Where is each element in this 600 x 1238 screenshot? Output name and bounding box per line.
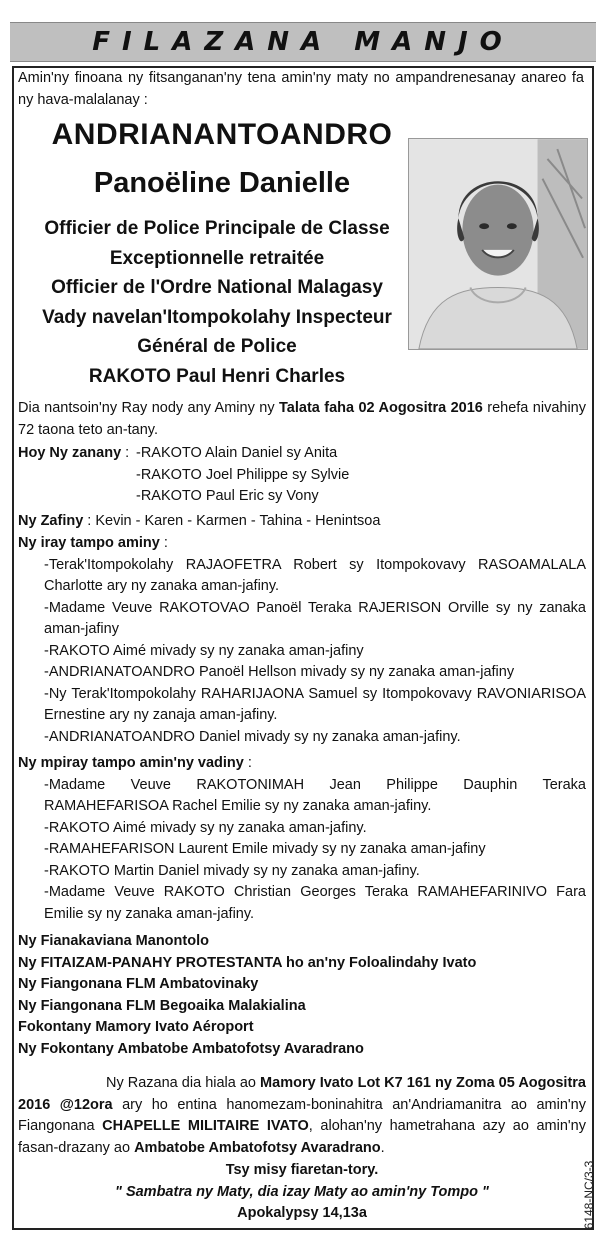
list-item: Ny Fiangonana FLM Begoaika Malakialina (18, 997, 306, 1014)
funeral-place-date: Mamory Ivato Lot K7 161 ny Zoma 05 Aogositra 2016 @12ora (18, 1075, 586, 1113)
deceased-given-names: Panoëline Danielle (93, 167, 351, 199)
list-item: -Ny Terak'Itompokolahy RAHARIJAONA Samuel sy Itompokovavy RAVONIARISOA Ernestine ary ny zanaja aman-jafiny. (44, 685, 586, 723)
death-date: Talata faha 02 Aogositra 2016 (279, 400, 483, 416)
title-line: RAKOTO Paul Henri Charles (88, 365, 346, 387)
closing-line: Tsy misy fiaretan-tory. (225, 1162, 379, 1178)
list-item: -Madame Veuve RAKOTONIMAH Jean Philippe Dauphin Teraka RAMAHEFARISOA Rachel Emilie sy ny zanaka aman-jafiny. (44, 776, 586, 814)
list-item: -Terak'Itompokolahy RAJAOFETRA Robert sy Itompokovavy RASOAMALALA Charlotte ary ny zanaka aman-jafiny. (44, 556, 586, 594)
list-item: -RAKOTO Aimé mivady sy ny zanaka aman-jafiny (44, 642, 364, 659)
title-line: Officier de Police Principale de Classe (44, 218, 390, 239)
spouse-siblings-label: Ny mpiray tampo amin'ny vadiny (18, 755, 244, 771)
list-item: -RAKOTO Alain Daniel sy Anita (136, 445, 338, 461)
children-label: Hoy Ny zanany (18, 445, 122, 461)
grandchildren: Ny Zafiny : Kevin - Karen - Karmen - Tahina - Henintsoa (18, 513, 381, 529)
title-line: Exceptionnelle retraitée (109, 247, 325, 269)
funeral-details: Ny Razana dia hiala ao Mamory Ivato Lot K7 161 ny Zoma 05 Aogositra 2016 @12ora ary ho entina hanomezam-boninahitra an'Andriamanitra ao amin'ny Fiangonana CHAPELLE MILITAIRE IVATO, alohan'ny hametrahana azy ao amin'ny fasan-drazany ao Ambatobe Ambatofotsy Avaradrano. (18, 1075, 587, 1156)
siblings-list: Ny iray tampo aminy : -Terak'Itompokolahy RAJAOFETRA Robert sy Itompokovavy RASOAMALALA Charlotte ary ny zanaka aman-jafiny. -Madame Veuve RAKOTOVAO Panoël Teraka RAJERISON Orville sy ny zanaka aman-jafiny -RAKOTO Aimé mivady sy ny zanaka aman-jafiny -ANDRIANATOANDRO Panoël Hellson mivady sy ny zanaka aman-jafiny -Ny Terak'Itompokolahy RAHARIJAONA Samuel sy Itompokovavy RAVONIARISOA Ernestine ary ny zanaja aman-jafiny. -ANDRIANATOANDRO Daniel mivady sy ny zanaka aman-jafiny. (18, 533, 586, 748)
spouse-siblings-list: Ny mpiray tampo amin'ny vadiny : -Madame Veuve RAKOTONIMAH Jean Philippe Dauphin Teraka RAMAHEFARISOA Rachel Emilie sy ny zanaka aman-jafiny. -RAKOTO Aimé mivady sy ny zanaka aman-jafiny. -RAMAHEFARISON Laurent Emile mivady sy ny zanaka aman-jafiny -RAKOTO Martin Daniel mivady sy ny zanaka aman-jafiny. -Madame Veuve RAKOTO Christian Georges Teraka RAMAHEFARINIVO Fara Emilie sy ny zanaka aman-jafiny. (18, 753, 586, 925)
burial-place: Ambatobe Ambatofotsy Avaradrano (134, 1139, 381, 1156)
portrait-photo (408, 138, 588, 350)
title-line: Général de Police (137, 336, 297, 358)
deceased-titles (18, 214, 416, 392)
siblings-label: Ny iray tampo aminy (18, 535, 160, 551)
list-item: Ny FITAIZAM-PANAHY PROTESTANTA ho an'ny Foloalindahy Ivato (18, 954, 477, 971)
communities-list (18, 931, 586, 1060)
funeral-church: CHAPELLE MILITAIRE IVATO (102, 1118, 309, 1134)
bible-quote: " Sambatra ny Maty, dia izay Maty ao amin'ny Tompo " (115, 1183, 489, 1200)
reference-code: 6148-NC/3-3 (582, 1160, 596, 1230)
portrait-illustration (409, 139, 587, 349)
list-item: Fokontany Mamory Ivato Aéroport (18, 1019, 254, 1035)
grandchildren-label: Ny Zafiny (18, 513, 84, 529)
banner-title: FILAZANA MANJO (92, 27, 514, 57)
list-item: -RAKOTO Paul Eric sy Vony (136, 488, 319, 504)
list-item: -ANDRIANATOANDRO Panoël Hellson mivady sy ny zanaka aman-jafiny (44, 664, 515, 680)
list-item: -RAKOTO Aimé mivady sy ny zanaka aman-jafiny. (44, 819, 367, 836)
deceased-surname: ANDRIANANTOANDRO (51, 118, 393, 151)
list-item: -Madame Veuve RAKOTOVAO Panoël Teraka RAJERISON Orville sy ny zanaka aman-jafiny (44, 599, 586, 637)
banner (10, 22, 596, 62)
list-item: Ny Fiangonana FLM Ambatovinaky (18, 976, 259, 992)
death-announcement: Dia nantsoin'ny Ray nody any Aminy ny Talata faha 02 Aogositra 2016 rehefa nivahiny 72 taona teto an-tany. (18, 400, 586, 438)
list-item: -ANDRIANATOANDRO Daniel mivady sy ny zanaka aman-jafiny. (44, 728, 461, 745)
title-line: Vady navelan'Itompokolahy Inspecteur (42, 306, 392, 328)
title-line: Officier de l'Ordre National Malagasy (51, 277, 383, 299)
intro-text: Amin'ny finoana ny fitsanganan'ny tena amin'ny maty no ampandrenesanay anareo fa ny hava-malalanay : (18, 70, 584, 108)
bible-reference: Apokalypsy 14,13a (237, 1205, 367, 1221)
list-item: Ny Fokontany Ambatobe Ambatofotsy Avaradrano (18, 1040, 364, 1057)
list-item: Ny Fianakaviana Manontolo (18, 933, 209, 949)
closing (18, 1160, 586, 1225)
list-item: -RAMAHEFARISON Laurent Emile mivady sy ny zanaka aman-jafiny (44, 841, 486, 857)
list-item: -RAKOTO Joel Philippe sy Sylvie (136, 466, 350, 483)
list-item: -RAKOTO Martin Daniel mivady sy ny zanaka aman-jafiny. (44, 862, 420, 879)
children-list: Hoy Ny zanany : -RAKOTO Alain Daniel sy Anita -RAKOTO Joel Philippe sy Sylvie -RAKOTO Paul Eric sy Vony (18, 443, 586, 508)
list-item: -Madame Veuve RAKOTO Christian Georges Teraka RAMAHEFARINIVO Fara Emilie sy ny zanaka aman-jafiny. (44, 884, 586, 922)
